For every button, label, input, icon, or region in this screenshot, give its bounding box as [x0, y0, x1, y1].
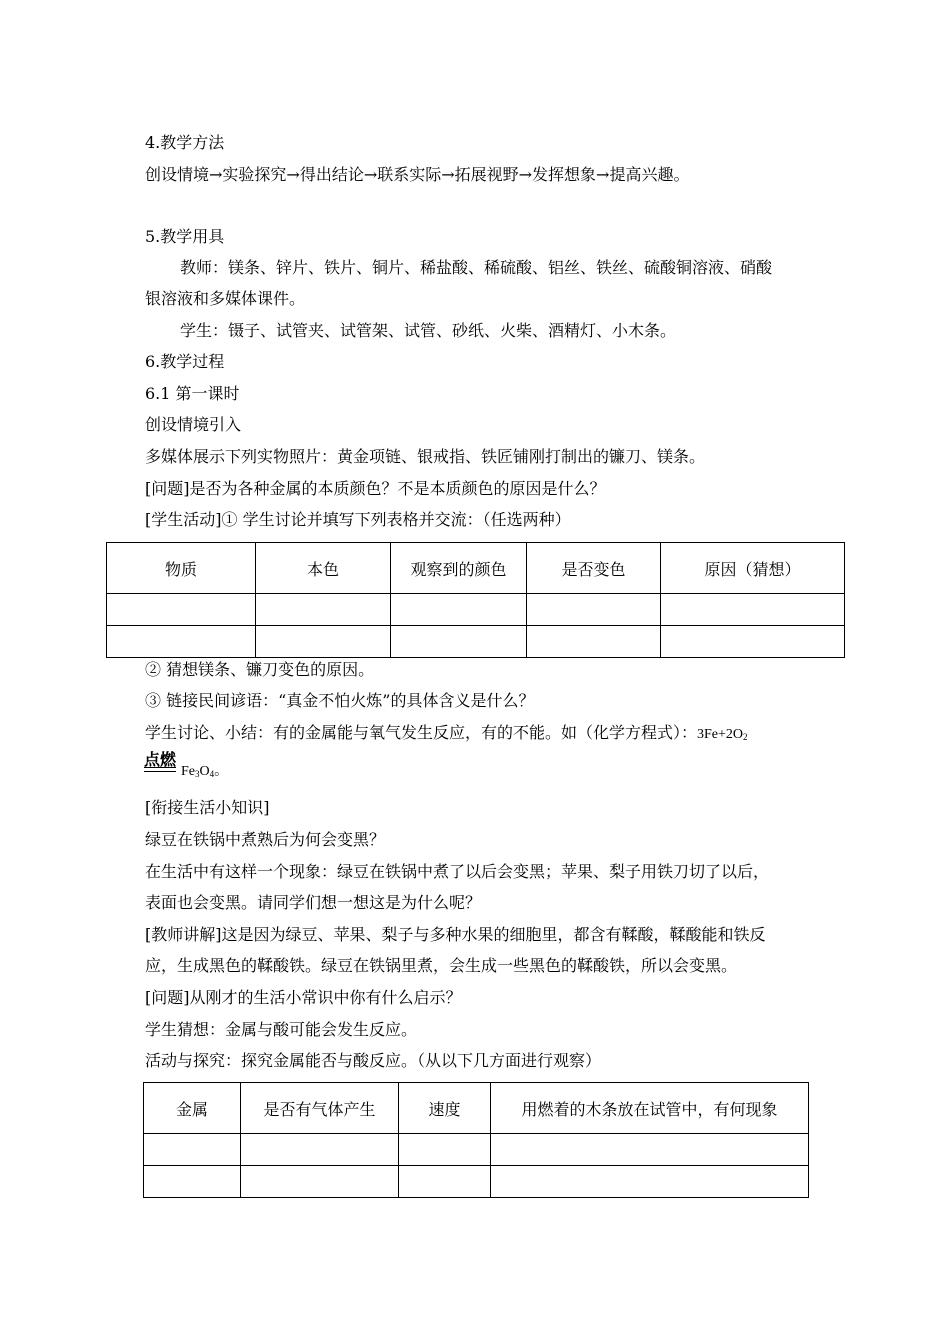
- proverb-text: ③ 链接民间谚语：“真金不怕火炼”的具体含义是什么？: [145, 691, 535, 710]
- teacher-explain-2: 应，生成黑色的鞣酸铁。绿豆在铁锅里煮，会生成一些黑色的鞣酸铁，所以会变黑。: [145, 956, 738, 975]
- table-cell: [391, 626, 527, 658]
- metal-acid-table: [143, 1082, 809, 1198]
- intro-heading: 创设情境引入: [145, 415, 242, 434]
- method-heading: 4.教学方法: [145, 133, 225, 152]
- table-cell: [661, 594, 845, 626]
- table-cell: [256, 626, 391, 658]
- table-header-cell: 物质: [107, 543, 256, 594]
- table-cell: [527, 626, 661, 658]
- teacher-explain-1: [教师讲解]这是因为绿豆、苹果、梨子与多种水果的细胞里，都含有鞣酸，鞣酸能和铁反: [145, 925, 766, 944]
- life-text-2: 表面也会变黑。请同学们想一想这是为什么呢？: [145, 893, 482, 912]
- table-cell: [144, 1134, 241, 1166]
- table-row: [107, 594, 845, 626]
- life-tip-heading: [衔接生活小知识]: [145, 798, 270, 817]
- bean-question: 绿豆在铁锅中煮熟后为何会变黑？: [145, 830, 386, 849]
- summary-text: 学生讨论、小结：有的金属能与氧气发生反应，有的不能。如（化学方程式）：: [145, 723, 698, 742]
- reaction-condition: 点燃: [144, 750, 177, 769]
- table-cell: [491, 1134, 809, 1166]
- question-1: [问题]是否为各种金属的本质颜色？不是本质颜色的原因是什么？: [145, 479, 606, 498]
- table-header-cell: 用燃着的木条放在试管中，有何现象: [491, 1083, 809, 1134]
- equation-product: $Fe_3O_4$。: [181, 764, 229, 779]
- table-header-cell: 是否变色: [527, 543, 661, 594]
- color-observation-table: [106, 542, 845, 658]
- lesson-1-heading: 6.1 第一课时: [145, 384, 240, 403]
- table-cell: [256, 594, 391, 626]
- table-header-cell: 是否有气体产生: [241, 1083, 399, 1134]
- table-cell: [399, 1166, 491, 1198]
- table-row: [144, 1166, 809, 1198]
- table-cell: [144, 1166, 241, 1198]
- tools-teacher-line-2: 银溶液和多媒体课件。: [145, 289, 306, 308]
- table-header-cell: 金属: [144, 1083, 241, 1134]
- summary-line: [145, 723, 748, 747]
- table-header-row: [144, 1083, 809, 1134]
- table-cell: [527, 594, 661, 626]
- tools-teacher-line-1: 教师：镁条、锌片、铁片、铜片、稀盐酸、稀硫酸、铝丝、铁丝、硫酸铜溶液、硝酸: [180, 258, 773, 277]
- table-header-cell: 观察到的颜色: [391, 543, 527, 594]
- table-cell: [107, 626, 256, 658]
- tools-student: 学生：镊子、试管夹、试管架、试管、砂纸、火柴、酒精灯、小木条。: [180, 321, 677, 340]
- table-cell: [107, 594, 256, 626]
- table-header-cell: 本色: [256, 543, 391, 594]
- student-guess: 学生猜想：金属与酸可能会发生反应。: [145, 1020, 418, 1039]
- equation-reactants: $3Fe+2O_2$: [697, 727, 748, 742]
- guess-text: ② 猜想镁条、镰刀变色的原因。: [145, 660, 375, 679]
- explore-text: 活动与探究：探究金属能否与酸反应。（从以下几方面进行观察）: [145, 1051, 602, 1070]
- table-header-cell: 原因（猜想）: [661, 543, 845, 594]
- media-text: 多媒体展示下列实物照片：黄金项链、银戒指、铁匠铺刚打制出的镰刀、镁条。: [145, 447, 706, 466]
- table-row: [107, 626, 845, 658]
- question-2: [问题]从刚才的生活小常识中你有什么启示？: [145, 988, 462, 1007]
- student-activity: [学生活动]① 学生讨论并填写下列表格并交流：（任选两种）: [145, 510, 571, 529]
- method-text: 创设情境→实验探究→得出结论→联系实际→拓展视野→发挥想象→提高兴趣。: [145, 165, 690, 184]
- tools-heading: 5.教学用具: [145, 227, 225, 246]
- table-header-cell: 速度: [399, 1083, 491, 1134]
- process-heading: 6.教学过程: [145, 352, 225, 371]
- table-cell: [399, 1134, 491, 1166]
- table-cell: [661, 626, 845, 658]
- table-cell: [491, 1166, 809, 1198]
- table-cell: [241, 1166, 399, 1198]
- table-cell: [241, 1134, 399, 1166]
- table-header-row: [107, 543, 845, 594]
- table-cell: [391, 594, 527, 626]
- table-row: [144, 1134, 809, 1166]
- life-text-1: 在生活中有这样一个现象：绿豆在铁锅中煮了以后会变黑；苹果、梨子用铁刀切了以后，: [145, 862, 770, 881]
